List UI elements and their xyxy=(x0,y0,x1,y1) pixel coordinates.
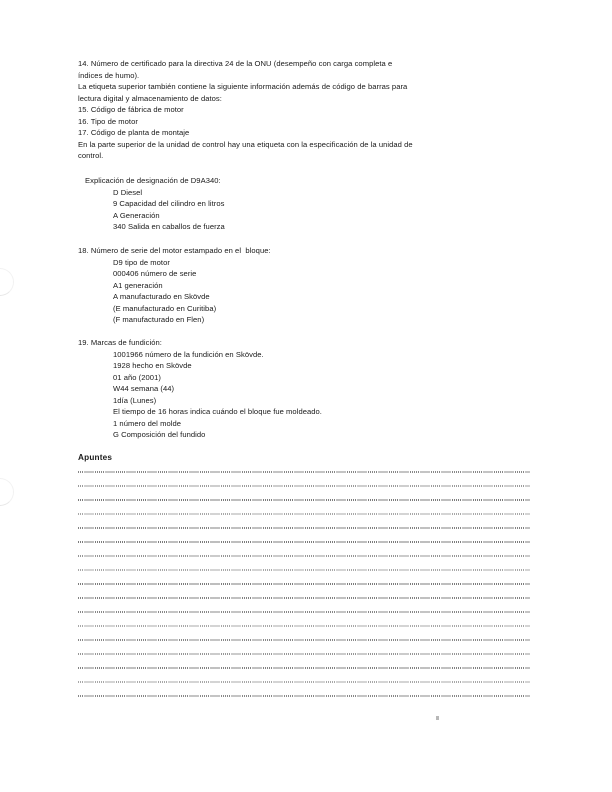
intro-line-2: índices de humo). xyxy=(78,70,140,80)
note-line xyxy=(78,485,530,499)
intro-line-5: 15. Código de fábrica de motor xyxy=(78,105,184,114)
serial-item-3: A1 generación xyxy=(113,280,163,290)
note-line xyxy=(78,471,530,485)
intro-line-8: En la parte superior de la unidad de control hay una etiqueta con la especificación de la unidad de xyxy=(78,139,413,149)
designation-section xyxy=(78,175,530,233)
scan-speck-artifact xyxy=(436,716,439,720)
note-line xyxy=(78,625,530,639)
casting-item-8: G Composición del fundido xyxy=(113,430,206,439)
note-line xyxy=(78,527,530,541)
designation-heading: Explicación de designación de D9A340: xyxy=(85,176,221,185)
intro-line-9: control. xyxy=(78,151,104,160)
intro-line-1: 14. Número de certificado para la directiva 24 de la ONU (desempeño con carga completa e xyxy=(78,59,393,68)
note-line xyxy=(78,583,530,597)
casting-item-5: 1día (Lunes) xyxy=(113,395,157,405)
intro-line-6: 16. Tipo de motor xyxy=(78,116,138,126)
note-line xyxy=(78,569,530,583)
serial-item-6: (F manufacturado en Flen) xyxy=(113,315,205,324)
note-line xyxy=(78,611,530,625)
note-line xyxy=(78,541,530,555)
designation-item-1: D Diesel xyxy=(113,187,143,197)
casting-marks-section xyxy=(78,337,530,441)
casting-item-7: 1 número del molde xyxy=(113,418,182,428)
intro-paragraph-block xyxy=(78,58,530,162)
note-line xyxy=(78,639,530,653)
note-line xyxy=(78,555,530,569)
notes-heading: Apuntes xyxy=(78,453,113,462)
intro-line-7: 17. Código de planta de montaje xyxy=(78,128,190,137)
note-line xyxy=(78,499,530,513)
note-line xyxy=(78,653,530,667)
designation-item-2: 9 Capacidad del cilindro en litros xyxy=(113,199,225,208)
serial-number-section xyxy=(78,245,530,326)
intro-line-3: La etiqueta superior también contiene la siguiente información además de código de barras para xyxy=(78,82,408,91)
notes-writing-lines xyxy=(78,471,530,709)
note-line xyxy=(78,681,530,695)
casting-item-6: El tiempo de 16 horas indica cuándo el bloque fue moldeado. xyxy=(113,407,322,416)
serial-item-4: A manufacturado en Skövde xyxy=(113,292,210,301)
hole-punch-artifact-bottom xyxy=(0,478,14,506)
casting-item-4: W44 semana (44) xyxy=(113,384,175,393)
serial-item-1: D9 tipo de motor xyxy=(113,257,170,267)
serial-heading: 18. Número de serie del motor estampado en el bloque: xyxy=(78,246,271,255)
casting-item-3: 01 año (2001) xyxy=(113,372,161,382)
casting-item-1: 1001966 número de la fundición en Skövde. xyxy=(113,349,264,359)
serial-item-2: 000406 número de serie xyxy=(113,269,197,278)
casting-item-2: 1928 hecho en Skövde xyxy=(113,361,192,370)
designation-item-4: 340 Salida en caballos de fuerza xyxy=(113,222,225,231)
designation-item-3: A Generación xyxy=(113,210,160,220)
note-line xyxy=(78,513,530,527)
serial-item-5: (E manufacturado en Curitiba) xyxy=(113,303,217,313)
certificate-paragraph xyxy=(78,58,530,162)
note-line xyxy=(78,597,530,611)
note-line xyxy=(78,695,530,709)
note-line xyxy=(78,667,530,681)
intro-line-4: lectura digital y almacenamiento de datos: xyxy=(78,93,222,103)
hole-punch-artifact-top xyxy=(0,268,14,296)
casting-heading: 19. Marcas de fundición: xyxy=(78,338,162,347)
